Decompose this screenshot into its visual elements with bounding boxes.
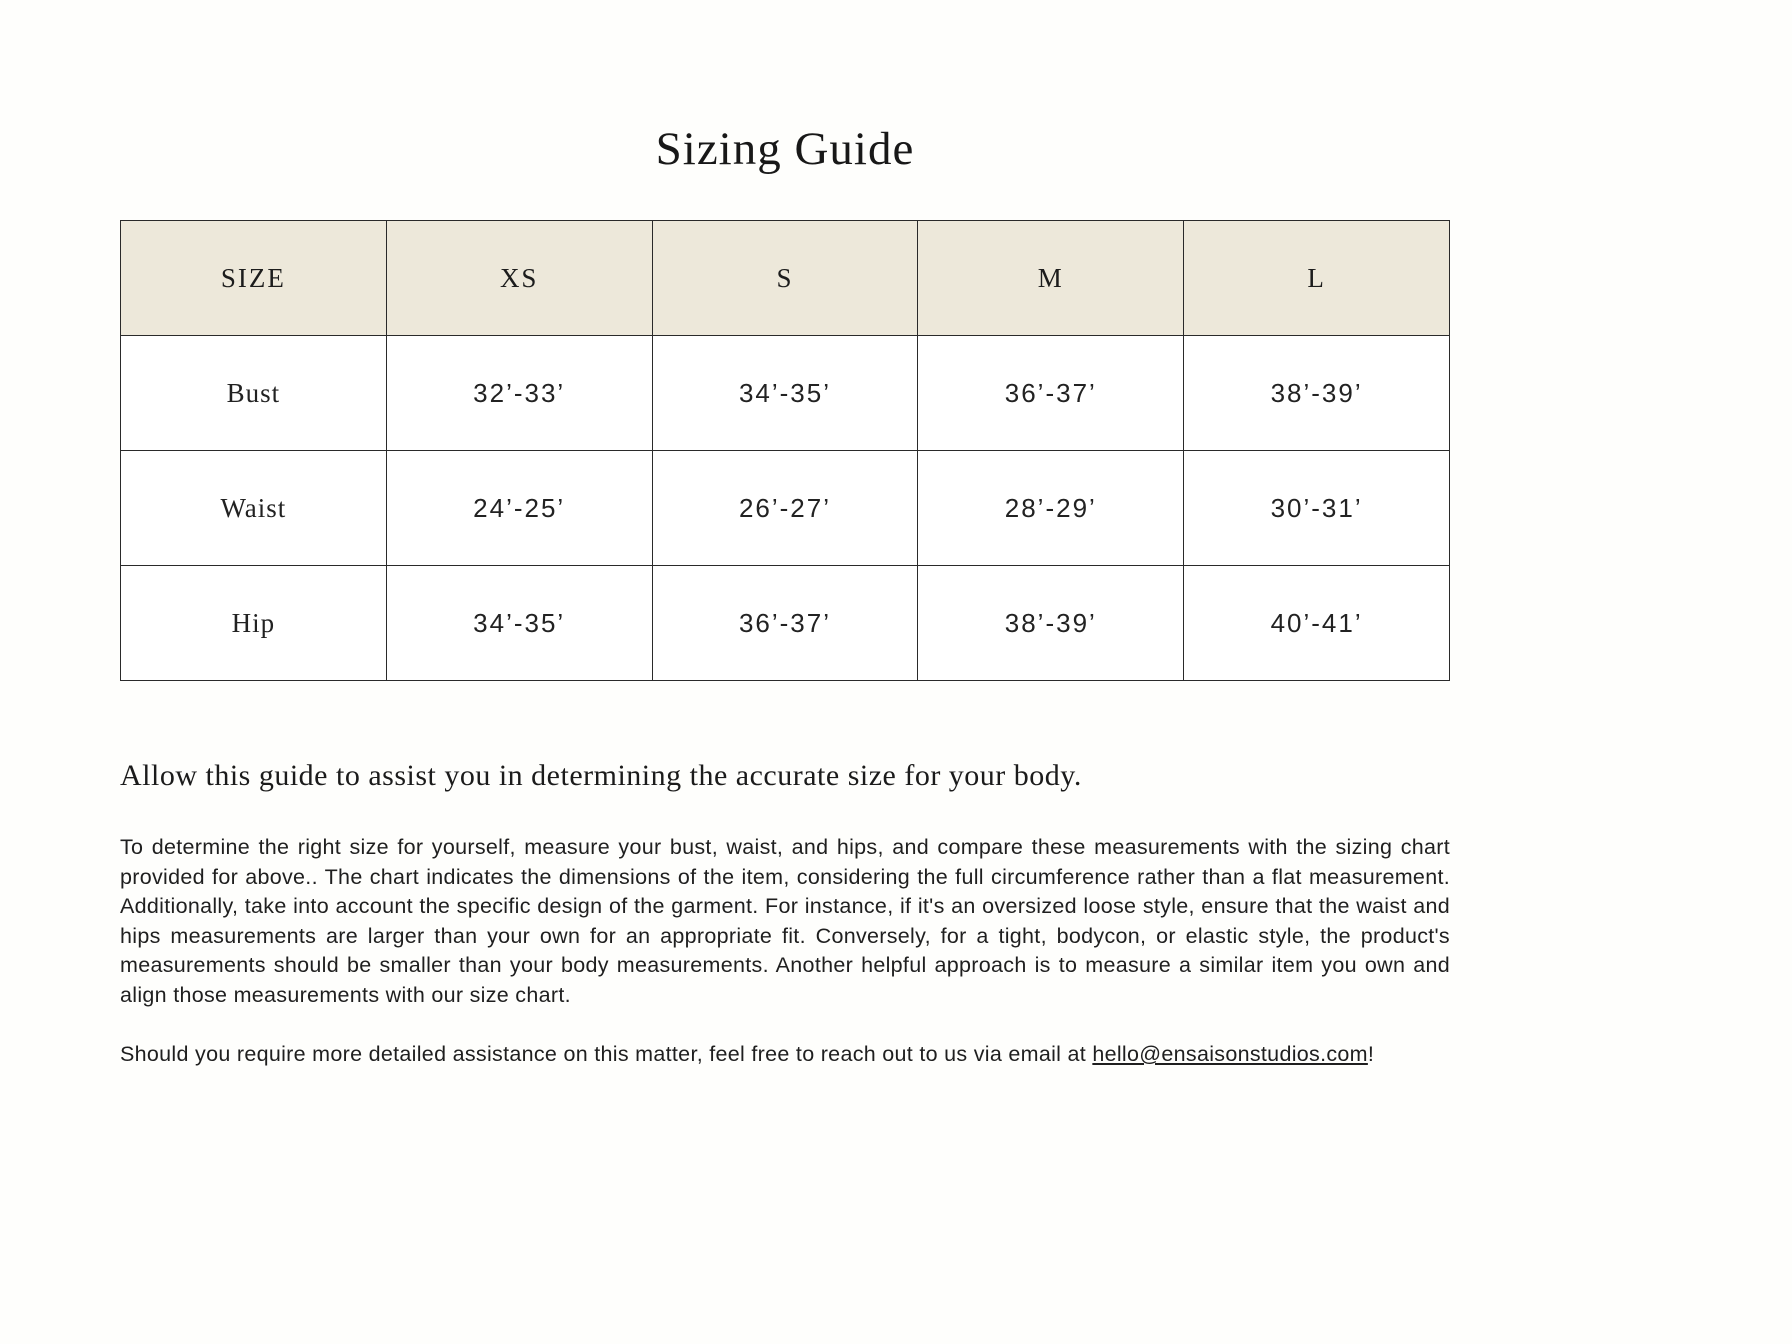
table-row-bust [121, 336, 1450, 451]
table-row-waist [121, 451, 1450, 566]
cell-waist-l: 30’-31’ [1184, 451, 1450, 566]
sizing-instructions-paragraph: To determine the right size for yourself, measure your bust, waist, and hips, and compare these measurements with the sizing chart provided for above.. The chart indicates the dimensions of the item, considering the full circumference rather than a flat measurement. Additionally, take into account the specific design of the garment. For instance, if it's an oversized loose style, ensure that the waist and hips measurements are larger than your own for an appropriate fit. Conversely, for a tight, bodycon, or elastic style, the product's measurements should be smaller than your body measurements. Another helpful approach is to measure a similar item you own and align those measurements with our size chart. [120, 835, 1450, 1007]
cell-bust-l: 38’-39’ [1184, 336, 1450, 451]
table-row-hip [121, 566, 1450, 681]
row-label-hip: Hip [121, 566, 387, 681]
size-chart-header [121, 221, 1450, 336]
column-header-xs: XS [386, 221, 652, 336]
row-label-bust: Bust [121, 336, 387, 451]
contact-line [120, 1040, 1450, 1070]
column-header-l: L [1184, 221, 1450, 336]
cell-waist-xs: 24’-25’ [386, 451, 652, 566]
column-header-size: SIZE [121, 221, 387, 336]
cell-bust-xs: 32’-33’ [386, 336, 652, 451]
header-row [121, 221, 1450, 336]
contact-text-prefix: Should you require more detailed assistance on this matter, feel free to reach out to us via email at [120, 1042, 1093, 1066]
column-header-s: S [652, 221, 918, 336]
cell-hip-s: 36’-37’ [652, 566, 918, 681]
size-chart-table [120, 220, 1450, 681]
column-header-m: M [918, 221, 1184, 336]
row-label-waist: Waist [121, 451, 387, 566]
guide-subtitle: Allow this guide to assist you in determining the accurate size for your body. [120, 759, 1082, 792]
cell-bust-s: 34’-35’ [652, 336, 918, 451]
cell-hip-l: 40’-41’ [1184, 566, 1450, 681]
cell-waist-m: 28’-29’ [918, 451, 1184, 566]
page-title: Sizing Guide [655, 123, 915, 175]
cell-hip-xs: 34’-35’ [386, 566, 652, 681]
cell-hip-m: 38’-39’ [918, 566, 1184, 681]
size-chart-body [121, 336, 1450, 681]
email-link[interactable]: hello@ensaisonstudios.com [1092, 1042, 1368, 1066]
cell-waist-s: 26’-27’ [652, 451, 918, 566]
contact-text-suffix: ! [1367, 1042, 1375, 1066]
cell-bust-m: 36’-37’ [918, 336, 1184, 451]
sizing-guide-page [120, 0, 1450, 1070]
